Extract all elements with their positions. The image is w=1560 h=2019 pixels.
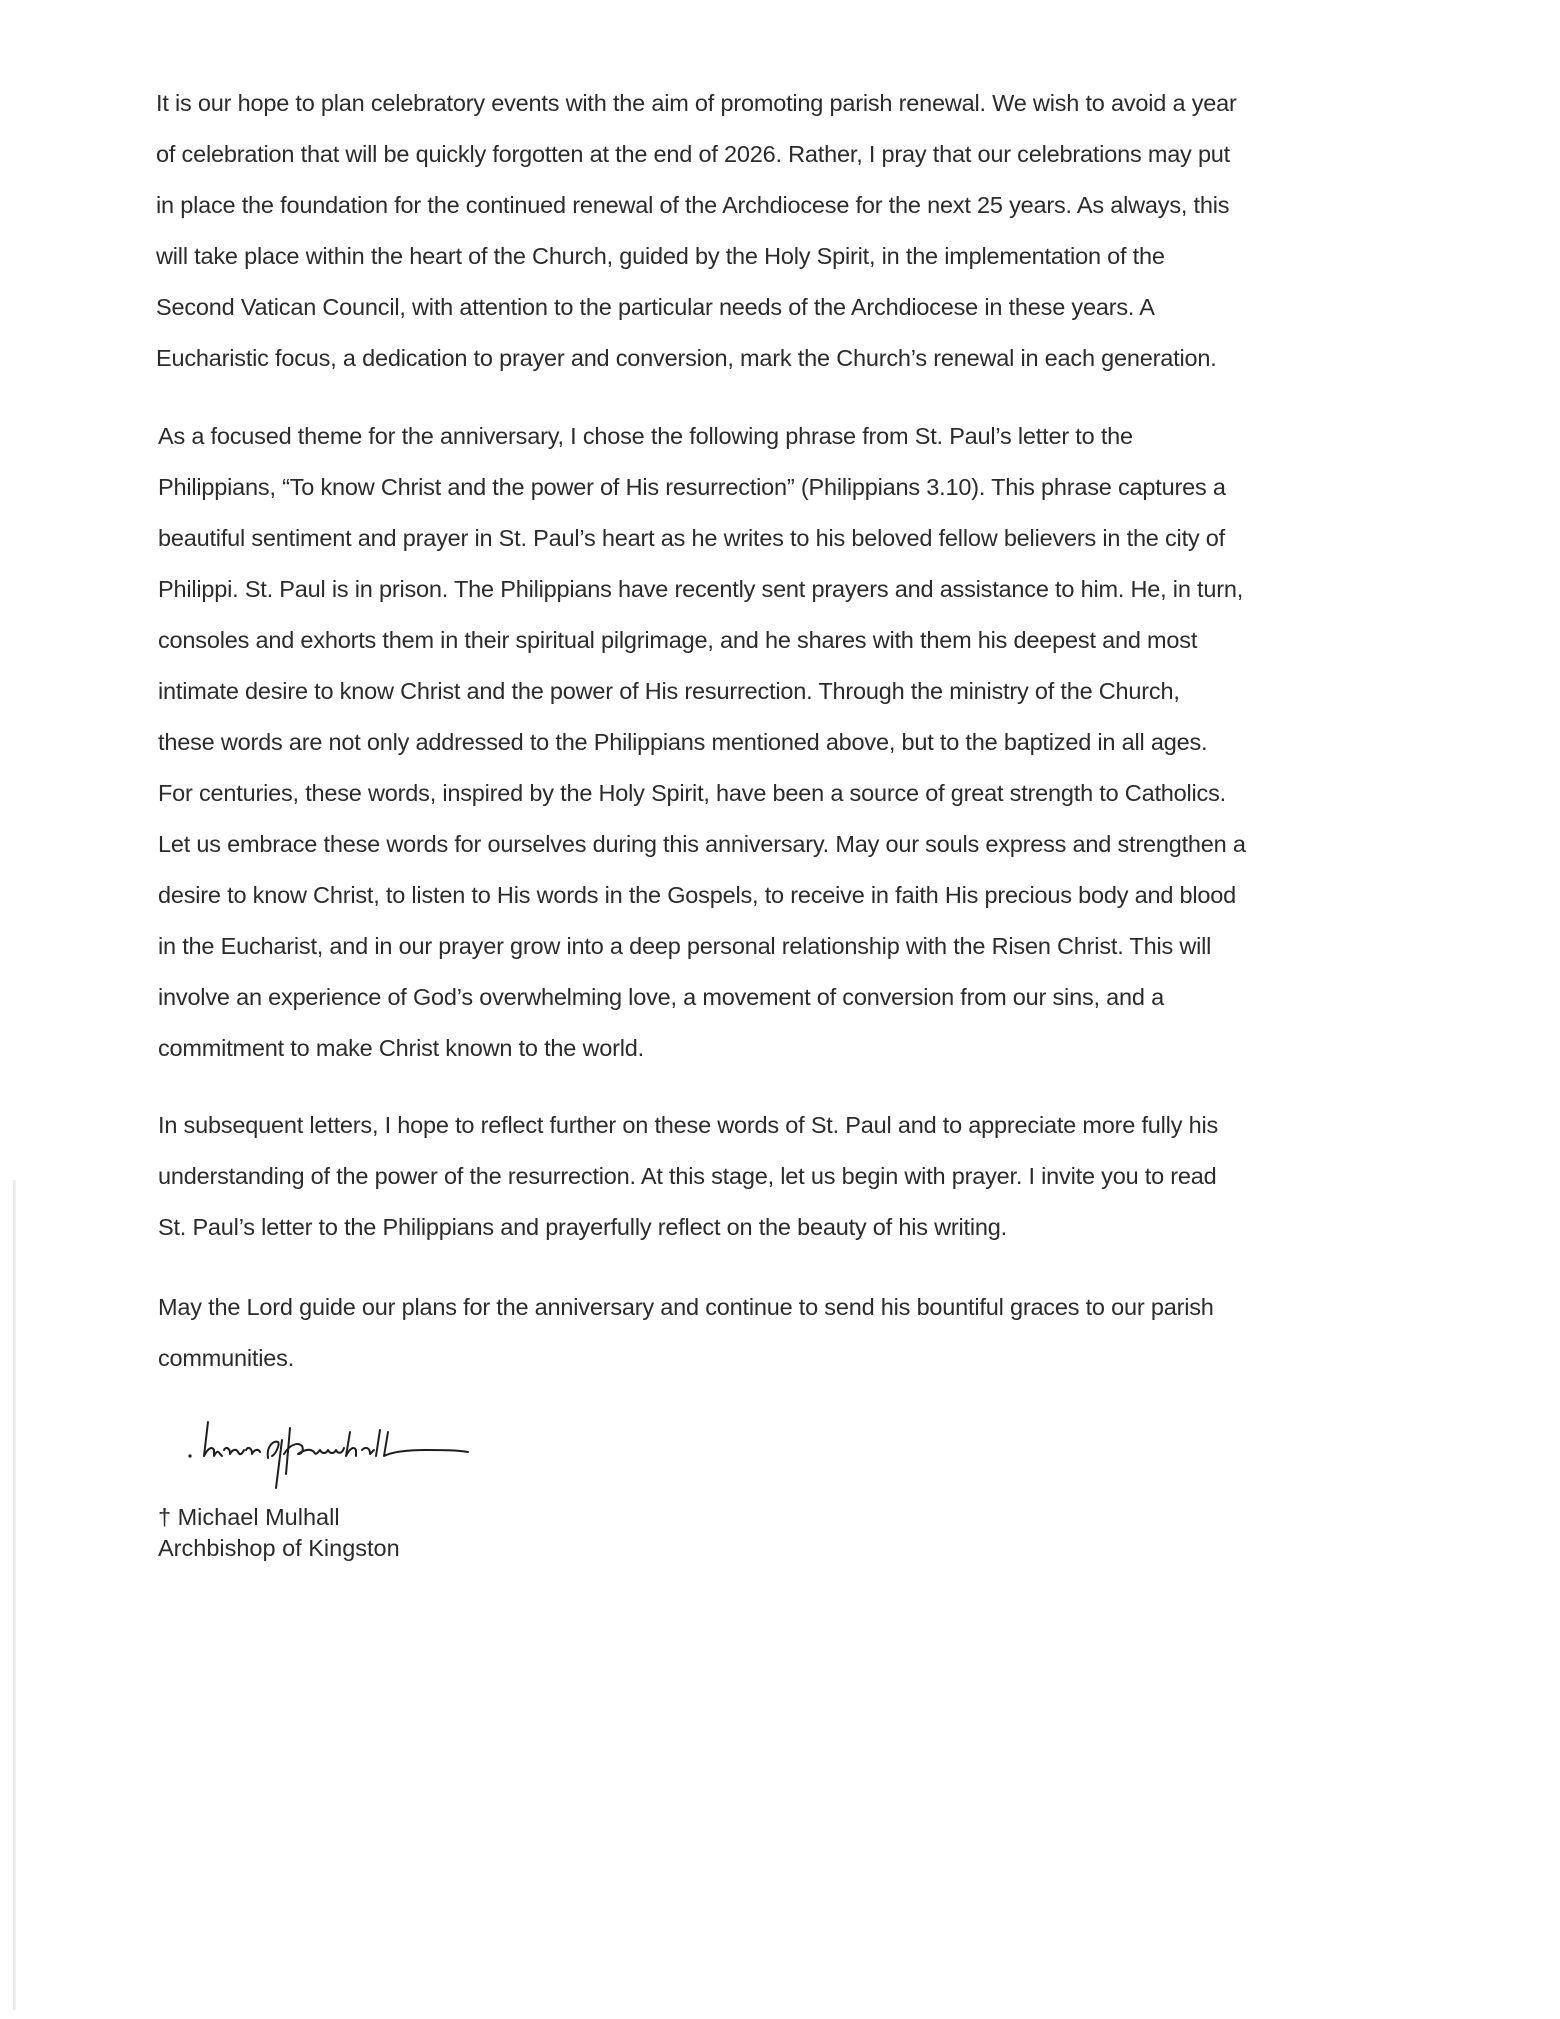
text-line: understanding of the power of the resurrection. At this stage, let us begin with prayer. I invite you to read [158,1163,1217,1189]
text-line: May the Lord guide our plans for the anniversary and continue to send his bountiful graces to our parish [158,1294,1214,1320]
handwritten-signature [186,1410,486,1505]
text-line: communities. [158,1345,295,1371]
text-line: commitment to make Christ known to the world. [158,1035,644,1061]
text-line: As a focused theme for the anniversary, I chose the following phrase from St. Paul’s letter to the [158,423,1133,449]
text-line: St. Paul’s letter to the Philippians and prayerfully reflect on the beauty of his writing. [158,1214,1007,1240]
text-line: these words are not only addressed to the Philippians mentioned above, but to the baptized in all ages. [158,729,1208,755]
text-line: involve an experience of God’s overwhelming love, a movement of conversion from our sins, and a [158,984,1164,1010]
signature-block [158,1502,400,1564]
text-line: in the Eucharist, and in our prayer grow into a deep personal relationship with the Risen Christ. This will [158,933,1212,959]
text-line: Let us embrace these words for ourselves during this anniversary. May our souls express and strengthen a [158,831,1246,857]
text-line: In subsequent letters, I hope to reflect further on these words of St. Paul and to appreciate more fully his [158,1112,1219,1138]
signatory-title: Archbishop of Kingston [158,1535,400,1561]
signatory-name: † Michael Mulhall [158,1504,340,1530]
text-line: will take place within the heart of the Church, guided by the Holy Spirit, in the implementation of the [156,243,1165,269]
text-line: It is our hope to plan celebratory events with the aim of promoting parish renewal. We wish to avoid a year [156,90,1237,116]
paragraph-closing-blessing [158,1282,1214,1384]
text-line: consoles and exhorts them in their spiritual pilgrimage, and he shares with them his deepest and most [158,627,1198,653]
scan-edge-artifact [13,1180,16,2010]
text-line: Philippi. St. Paul is in prison. The Philippians have recently sent prayers and assistance to him. He, in turn, [158,576,1244,602]
text-line: Second Vatican Council, with attention to the particular needs of the Archdiocese in these years. A [156,294,1155,320]
paragraph-subsequent-letters [158,1100,1218,1253]
text-line: intimate desire to know Christ and the power of His resurrection. Through the ministry of the Church, [158,678,1180,704]
paragraph-anniversary-theme [158,411,1246,1074]
text-line: of celebration that will be quickly forgotten at the end of 2026. Rather, I pray that our celebrations may put [156,141,1231,167]
text-line: beautiful sentiment and prayer in St. Paul’s heart as he writes to his beloved fellow believers in the city of [158,525,1225,551]
paragraph-celebration-plans [156,78,1237,384]
text-line: in place the foundation for the continued renewal of the Archdiocese for the next 25 years. As always, this [156,192,1230,218]
text-line: Philippians, “To know Christ and the power of His resurrection” (Philippians 3.10). This phrase captures a [158,474,1226,500]
text-line: desire to know Christ, to listen to His words in the Gospels, to receive in faith His precious body and blood [158,882,1237,908]
text-line: Eucharistic focus, a dedication to prayer and conversion, mark the Church’s renewal in each generation. [156,345,1217,371]
text-line: For centuries, these words, inspired by the Holy Spirit, have been a source of great strength to Catholics. [158,780,1226,806]
